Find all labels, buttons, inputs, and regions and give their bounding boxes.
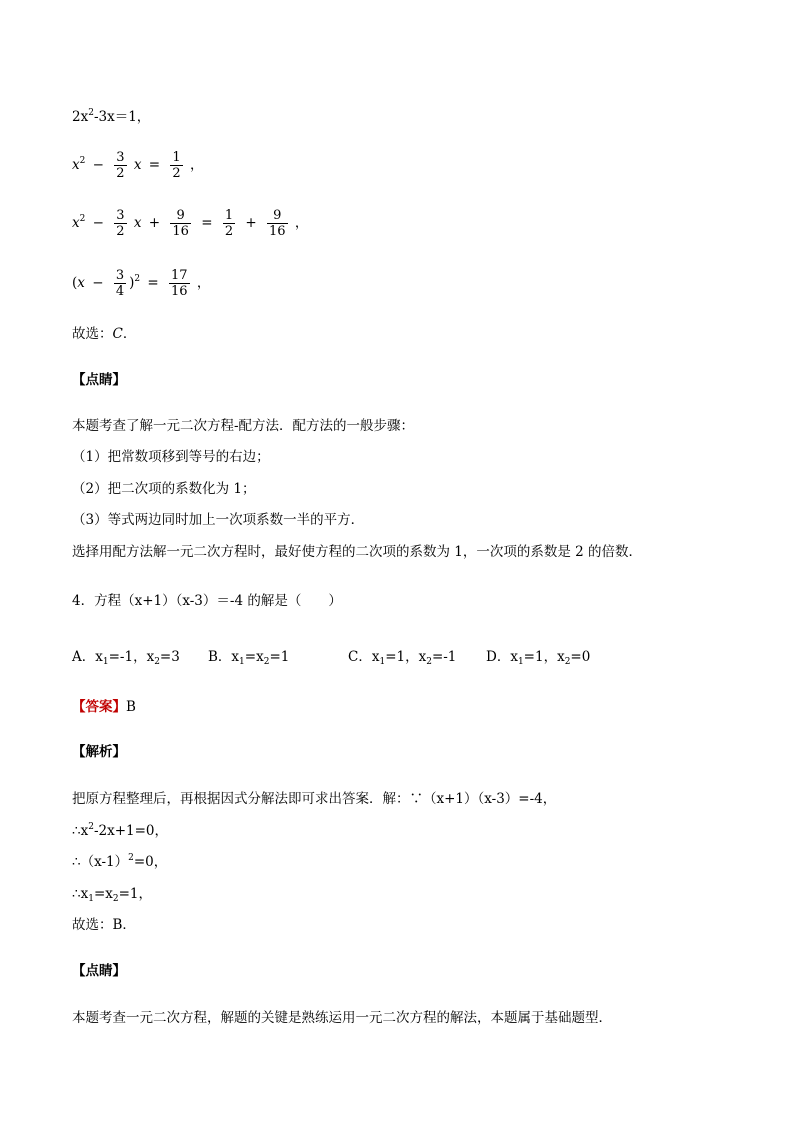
equation-line-1: $2x^2-3x=1$， [72, 108, 151, 125]
comment-line: （1）把常数项移到等号的右边； [72, 449, 270, 465]
answer-label: 【答案】 [72, 699, 126, 715]
option-d[interactable]: D．$x_1=1$，$x_2=0$ [486, 649, 591, 667]
answer-value: B [126, 699, 136, 715]
equation-line-3: $x^2$ − $\frac{3}{2}$ x + $\frac{9}{16}$ = $\frac{1}{2}$ + $\frac{9}{16}$ ， [72, 208, 309, 239]
comment-heading: 【点睛】 [72, 372, 126, 388]
fraction: $\frac{1}{2}$ [224, 208, 234, 239]
comment-line: 本题考查了解一元二次方程-配方法．配方法的一般步骤： [72, 418, 415, 434]
equation-line-4: (x − $\frac{3}{4}$ )$^2$ = $\frac{17}{16}$ ， [72, 268, 211, 299]
question-stem: 4．方程（x+1）（x-3）＝-4 的解是（ ） [72, 593, 342, 609]
fraction: $\frac{3}{4}$ [115, 268, 125, 299]
equation-line-2: $x^2$ − $\frac{3}{2}$ x = $\frac{1}{2}$ ， [72, 150, 204, 181]
fraction: $\frac{3}{2}$ [116, 208, 125, 239]
comment-text-2: 本题考查一元二次方程，解题的关键是熟练运用一元二次方程的解法，本题属于基础题型． [72, 1010, 612, 1026]
comment-line: （3）等式两边同时加上一次项系数一半的平方． [72, 512, 365, 528]
analysis-heading: 【解析】 [72, 744, 126, 760]
analysis-choice: 故选：B． [72, 917, 136, 933]
option-b[interactable]: B．$x_1=x_2=1$ [208, 649, 290, 667]
fraction: $\frac{1}{2}$ [172, 150, 181, 181]
fraction: $\frac{9}{16}$ [172, 208, 189, 239]
answer-line [72, 698, 136, 716]
comment-heading-2: 【点睛】 [72, 963, 126, 979]
option-c[interactable]: C．$x_1=1$，$x_2=-1$ [348, 649, 457, 667]
analysis-step-4: $\therefore x_1=x_2=1$， [72, 886, 153, 904]
choice-line: 故选：C． [72, 326, 137, 342]
comment-line: 选择用配方法解一元二次方程时，最好使方程的二次项的系数为 1，一次项的系数是 2 的倍数． [72, 544, 643, 560]
analysis-step-3: $\therefore(x-1)^2=0$， [72, 853, 168, 870]
analysis-line: 把原方程整理后，再根据因式分解法即可求出答案．解：∵（x+1）（x-3）=-4， [72, 791, 557, 807]
comment-line: （2）把二次项的系数化为 1； [72, 481, 256, 497]
fraction: $\frac{3}{2}$ [116, 150, 125, 181]
analysis-step-2: $\therefore x^2-2x+1=0$， [72, 822, 169, 839]
fraction: $\frac{17}{16}$ [171, 268, 188, 299]
fraction: $\frac{9}{16}$ [269, 208, 286, 239]
option-a[interactable]: A．$x_1=-1$，$x_2=3$ [72, 649, 180, 667]
